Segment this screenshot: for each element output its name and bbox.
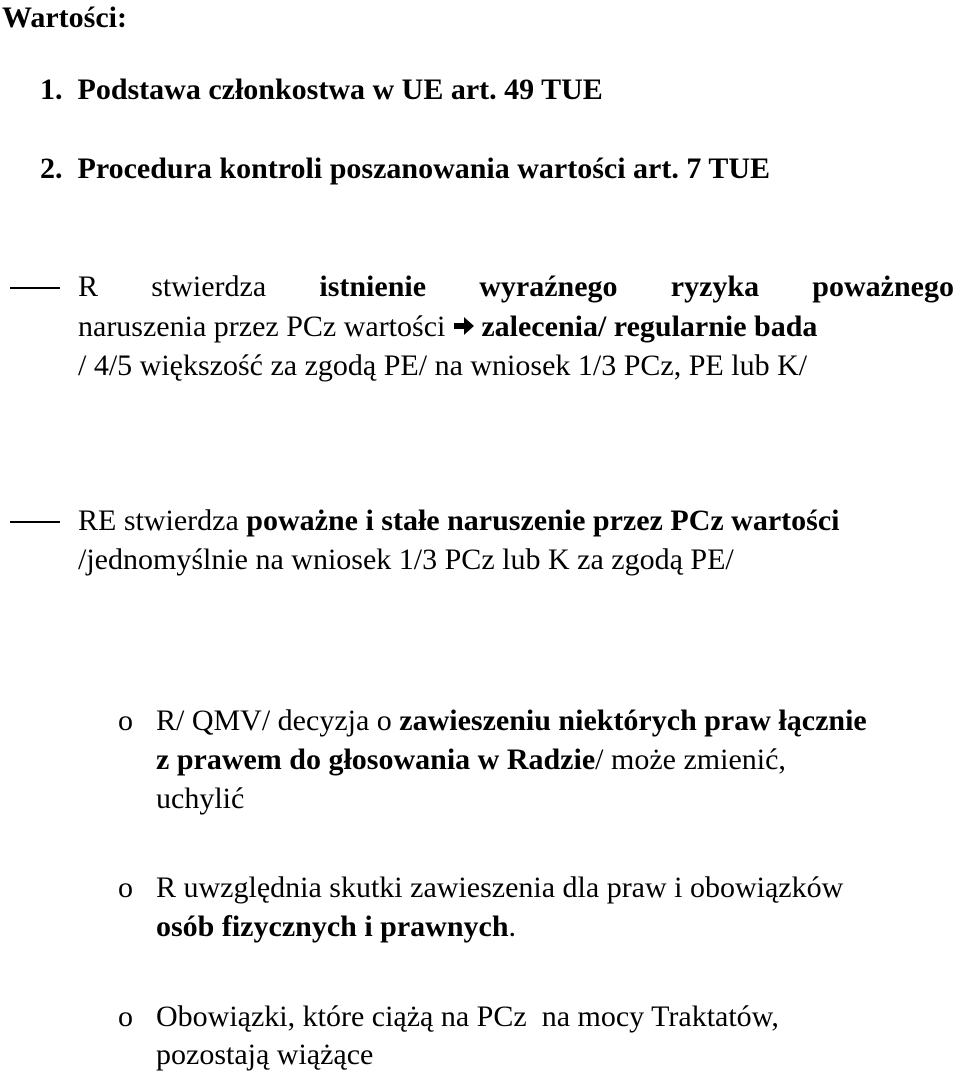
item-number: 1. xyxy=(40,73,63,106)
bullet-1-line-1 xyxy=(156,703,867,739)
dash-item-1-line-1 xyxy=(78,269,954,305)
text-segment: istnienie xyxy=(319,270,427,303)
text-segment: stwierdza xyxy=(151,270,267,303)
text-segment: naruszenia przez PCz wartości xyxy=(78,310,446,343)
dash-item-2-line-1 xyxy=(78,503,839,539)
text-segment: poważne i stałe naruszenie przez PCz wartości xyxy=(246,504,840,537)
bullet-2-line-1: R uwzględnia skutki zawieszenia dla praw i obowiązków xyxy=(156,871,844,904)
dash-bullet xyxy=(10,521,60,523)
text-segment: RE stwierdza xyxy=(78,504,247,537)
bullet-3-line-1: Obowiązki, które ciążą na PCz na mocy Traktatów, xyxy=(156,1000,779,1033)
bullet-3-line-2: pozostają wiążące xyxy=(156,1038,374,1071)
dash-bullet xyxy=(10,287,60,289)
dash-item-2-line-2: /jednomyślnie na wniosek 1/3 PCz lub K za zgodą PE/ xyxy=(78,543,734,576)
text-segment: / może zmienić, xyxy=(595,743,786,776)
text-segment: poważnego xyxy=(812,270,954,303)
text-segment: ryzyka xyxy=(670,270,760,303)
dash-item-1-line-2 xyxy=(78,309,817,349)
text-segment: zawieszeniu niektórych praw łącznie xyxy=(399,704,867,737)
numbered-item-2 xyxy=(40,151,770,187)
bullet-1-line-2 xyxy=(156,742,786,778)
circle-bullet: o xyxy=(118,704,133,737)
text-segment: osób fizycznych i prawnych xyxy=(156,910,509,943)
circle-bullet: o xyxy=(118,871,133,904)
bullet-2-line-2 xyxy=(156,909,516,945)
text-segment: wyraźnego xyxy=(479,270,618,303)
right-arrow-icon xyxy=(453,309,475,345)
text-segment: z prawem do głosowania w Radzie xyxy=(156,743,596,776)
item-text: Podstawa członkostwa w UE art. 49 TUE xyxy=(77,73,603,106)
numbered-item-1 xyxy=(40,72,603,108)
section-heading: Wartości: xyxy=(2,1,127,34)
item-text: Procedura kontroli poszanowania wartości art. 7 TUE xyxy=(77,152,771,185)
text-segment: . xyxy=(508,910,516,943)
text-segment: zalecenia/ regularnie bada xyxy=(481,310,818,343)
dash-item-1-line-3: / 4/5 większość za zgodą PE/ na wniosek 1/3 PCz, PE lub K/ xyxy=(78,349,808,382)
item-number: 2. xyxy=(40,152,63,185)
text-segment: R/ QMV/ decyzja o xyxy=(156,704,400,737)
bullet-1-line-3: uchylić xyxy=(156,782,245,815)
circle-bullet: o xyxy=(118,1000,133,1033)
text-segment: R xyxy=(78,270,99,303)
